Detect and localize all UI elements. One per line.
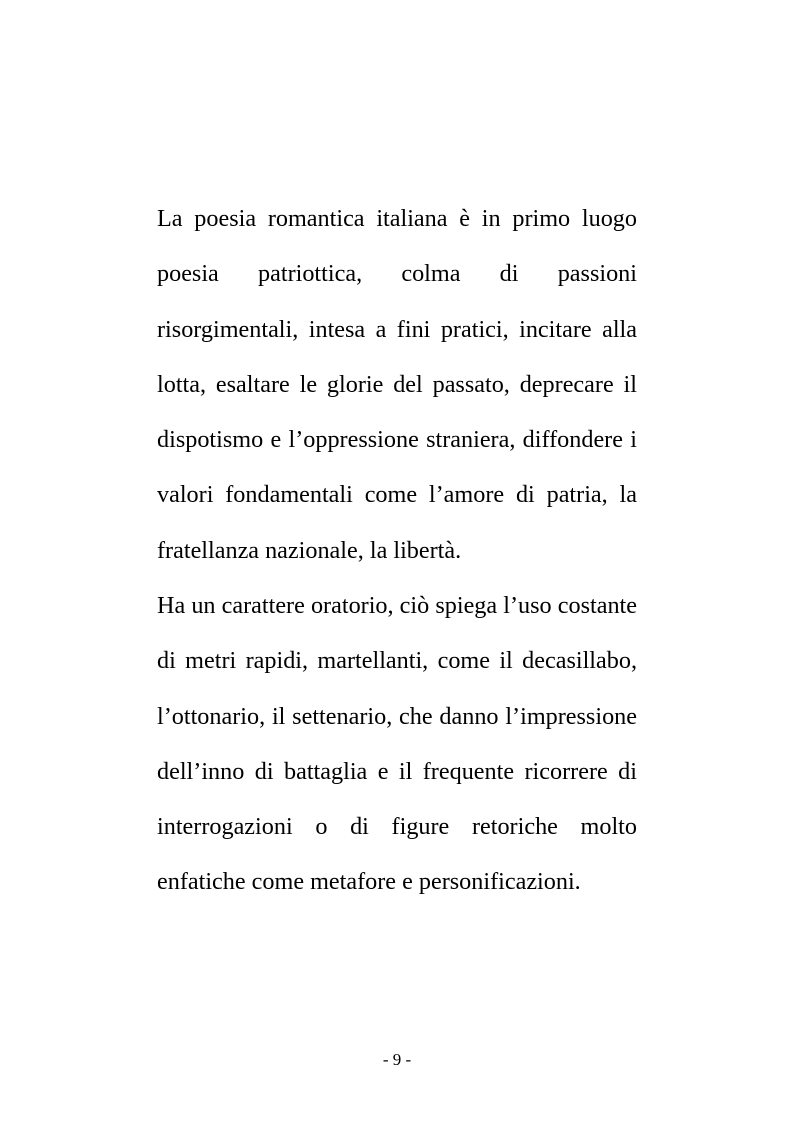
page-number: - 9 - xyxy=(382,1050,412,1069)
paragraph-line: Ha un carattere oratorio, ciò spiega l’uso costante xyxy=(157,592,637,619)
paragraph-line: La poesia romantica italiana è in primo luogo xyxy=(157,205,637,232)
paragraph-line: lotta, esaltare le glorie del passato, deprecare il xyxy=(157,370,637,398)
paragraph-line: interrogazioni o di figure retoriche molto xyxy=(157,813,637,841)
paragraph-line: dell’inno di battaglia e il frequente ricorrere di xyxy=(157,757,637,785)
paragraph-line: dispotismo e l’oppressione straniera, diffondere i xyxy=(157,426,637,454)
paragraph-line: valori fondamentali come l’amore di patria, la xyxy=(157,481,637,509)
paragraph-line: di metri rapidi, martellanti, come il decasillabo, xyxy=(157,647,637,675)
paragraph-line: risorgimentali, intesa a fini pratici, incitare alla xyxy=(157,315,637,343)
paragraph-line: fratellanza nazionale, la libertà. xyxy=(157,536,462,564)
paragraph-line: poesia patriottica, colma di passioni xyxy=(157,260,637,288)
paragraph-line: l’ottonario, il settenario, che danno l’impressione xyxy=(157,702,637,730)
paragraph-line: enfatiche come metafore e personificazioni. xyxy=(157,868,581,896)
paragraph-1 xyxy=(157,200,637,587)
paragraph-2 xyxy=(157,587,637,919)
